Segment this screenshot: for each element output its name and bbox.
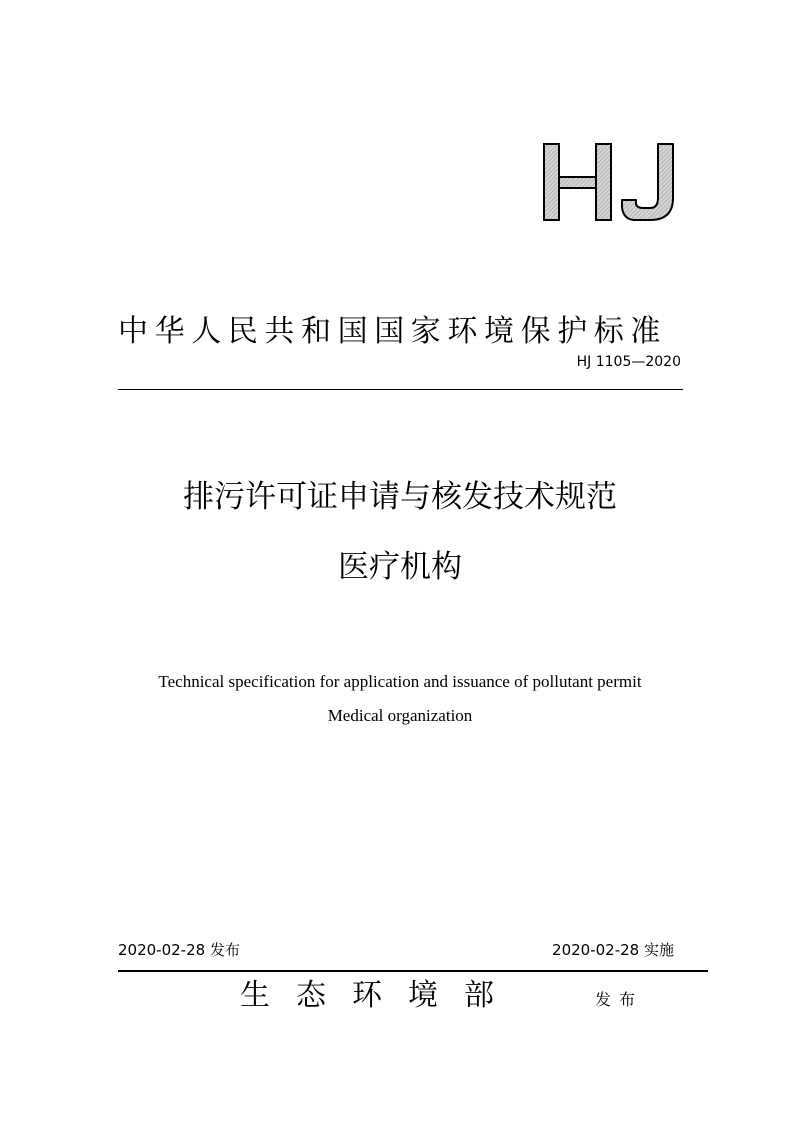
hj-logo	[540, 140, 680, 224]
header-divider	[118, 389, 683, 390]
title-cn-line2: 医疗机构	[338, 549, 462, 585]
footer-divider	[118, 970, 708, 972]
standard-code: HJ 1105—2020	[576, 354, 681, 370]
title-en-line2: Medical organization	[327, 706, 473, 725]
title-cn-line1: 排污许可证申请与核发技术规范	[183, 479, 617, 515]
issuer-suffix: 发布	[595, 990, 644, 1009]
title-en-line1: Technical specification for application and issuance of pollutant permit	[158, 672, 642, 691]
implement-date: 2020-02-28 实施	[552, 941, 674, 959]
release-date: 2020-02-28 发布	[118, 941, 240, 959]
standard-type: 中华人民共和国国家环境保护标准	[118, 314, 667, 349]
issuer: 生态环境部	[240, 978, 520, 1013]
